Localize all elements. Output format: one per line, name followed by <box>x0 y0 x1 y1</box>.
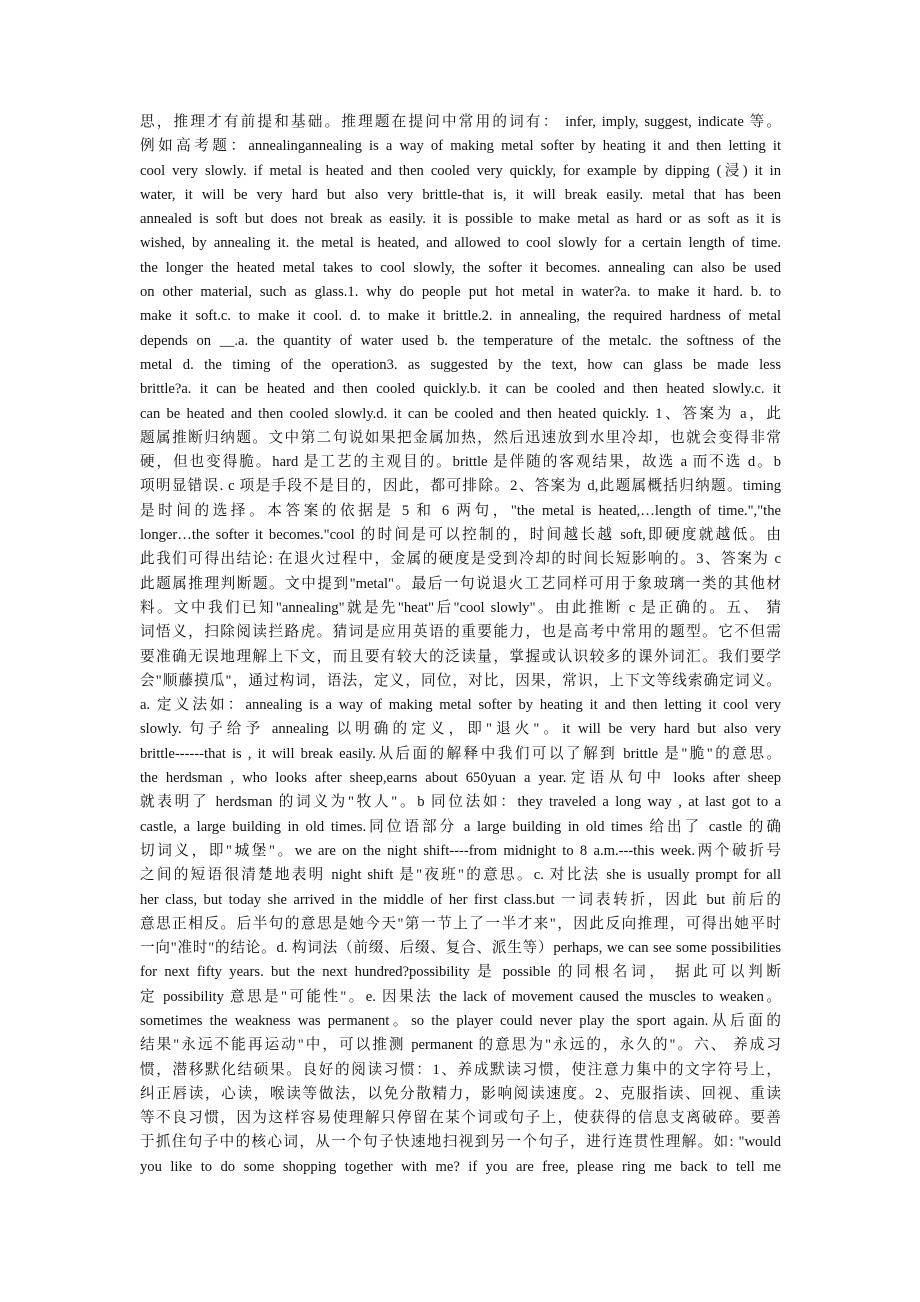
text-line: make it soft.c. to make it cool. d. to make it brittle.2. in annealing, the required hardness of metal <box>140 308 781 325</box>
text-line: 是时间的选择。本答案的依据是 5 和 6 两句，"the metal is heated,…length of time.","the <box>140 502 781 519</box>
text-line: 词悟义，扫除阅读拦路虎。猜词是应用英语的重要能力，也是高考中常用的题型。它不但需 <box>140 624 781 641</box>
text-line: 硬，但也变得脆。hard 是工艺的主观目的。brittle 是伴随的客观结果，故选 a 而不选 d。b <box>140 454 781 471</box>
text-line: 料。文中我们已知"annealing"就是先"heat"后"cool slowly"。由此推断 c 是正确的。五、 猜 <box>140 599 781 616</box>
text-line: castle, a large building in old times.同位语部分 a large building in old times 给出了 castle 的确 <box>140 818 781 835</box>
text-line: 等不良习惯，因为这样容易使理解只停留在某个词或句子上，使获得的信息支离破碎。要善 <box>140 1110 781 1127</box>
text-line: the herdsman , who looks after sheep,earns about 650yuan a year.定语从句中 looks after sheep <box>140 770 781 787</box>
text-line: 结果"永远不能再运动"中，可以推测 permanent 的意思为"永远的，永久的"。六、 养成习 <box>140 1037 781 1054</box>
text-line: brittle------that is , it will break easily.从后面的解释中我们可以了解到 brittle 是"脆"的意思。 <box>140 745 781 762</box>
text-line: 会"顺藤摸瓜"，通过构词，语法，定义，同位，对比，因果，常识，上下文等线索确定词义。 <box>140 672 781 689</box>
text-line: 惯，潜移默化结硕果。良好的阅读习惯：1、养成默读习惯，使注意力集中的文字符号上， <box>140 1061 781 1078</box>
text-line: wished, by annealing it. the metal is heated, and allowed to cool slowly for a certain length of time. <box>140 235 781 252</box>
text-line: the longer the heated metal takes to cool slowly, the softer it becomes. annealing can also be used <box>140 259 781 276</box>
text-line: 定 possibility 意思是"可能性"。e. 因果法 the lack of movement caused the muscles to weaken。 <box>140 988 781 1005</box>
text-line: 之间的短语很清楚地表明 night shift 是"夜班"的意思。c. 对比法 she is usually prompt for all <box>140 867 781 884</box>
text-line: 项明显错误. c 项是手段不是目的，因此，都可排除。2、答案为 d,此题属概括归纳题。timing <box>140 478 781 495</box>
text-line: 纠正唇读，心读，喉读等做法，以免分散精力，影响阅读速度。2、克服指读、回视、重读 <box>140 1085 781 1102</box>
text-line: 于抓住句子中的核心词，从一个句子快速地扫视到另一个句子，进行连贯性理解。如: "would <box>140 1134 781 1151</box>
text-line: 例如高考题：annealingannealing is a way of making metal softer by heating it and then letting it <box>140 138 781 155</box>
text-line: brittle?a. it can be heated and then cooled quickly.b. it can be cooled and then heated slowly.c. it <box>140 381 781 398</box>
text-line: 此题属推理判断题。文中提到"metal"。最后一句说退火工艺同样可用于象玻璃一类的其他材 <box>140 575 781 592</box>
text-line: cool very slowly. if metal is heated and then cooled very quickly, for example by dipping (浸) it in <box>140 162 781 179</box>
text-line: depends on __.a. the quantity of water used b. the temperature of the metalc. the softness of the <box>140 332 781 349</box>
text-line: 就表明了 herdsman 的词义为"牧人"。b 同位法如：they traveled a long way , at last got to a <box>140 794 781 811</box>
text-line: 题属推断归纳题。文中第二句说如果把金属加热，然后迅速放到水里冷却，也就会变得非常 <box>140 429 781 446</box>
text-line: sometimes the weakness was permanent。so the player could never play the sport again.从后面的 <box>140 1012 781 1029</box>
text-line: 思，推理才有前提和基础。推理题在提问中常用的词有： infer, imply, suggest, indicate 等。 <box>140 114 781 130</box>
text-line: 要准确无误地理解上下文，而且要有较大的泛读量，掌握或认识较多的课外词汇。我们要学 <box>140 648 781 665</box>
text-line: slowly. 句子给予 annealing 以明确的定义，即"退火"。it will be very hard but also very <box>140 721 781 738</box>
text-line: you like to do some shopping together with me? if you are free, please ring me back to tell me <box>140 1158 781 1175</box>
text-line: annealed is soft but does not break as easily. it is possible to make metal as hard or as soft as it is <box>140 211 781 228</box>
text-line: 一向"准时"的结论。d. 构词法（前缀、后缀、复合、派生等）perhaps, we can see some possibilities <box>140 940 781 957</box>
text-line: longer…the softer it becomes."cool 的时间是可以控制的，时间越长越 soft,即硬度就越低。由 <box>140 527 781 544</box>
document-body-text <box>140 110 781 1179</box>
text-line: 此我们可得出结论: 在退火过程中，金属的硬度是受到冷却的时间长短影响的。3、答案为 c <box>140 551 781 568</box>
text-line: on other material, such as glass.1. why do people put hot metal in water?a. to make it hard. b. to <box>140 284 781 301</box>
text-line: metal d. the timing of the operation3. as suggested by the text, how can glass be made less <box>140 356 781 373</box>
text-line: can be heated and then cooled slowly.d. it can be cooled and then heated quickly. 1、答案为 a，此 <box>140 405 781 422</box>
text-line: 切词义，即"城堡"。we are on the night shift----from midnight to 8 a.m.---this week.两个破折号 <box>140 842 781 859</box>
text-line: a. 定义法如：annealing is a way of making metal softer by heating it and then letting it cool very <box>140 697 781 714</box>
text-line: for next fifty years. but the next hundred?possibility 是 possible 的同根名词， 据此可以判断 <box>140 964 781 981</box>
text-line: her class, but today she arrived in the middle of her first class.but 一词表转折，因此 but 前后的 <box>140 891 781 908</box>
text-line: water, it will be very hard but also very brittle-that is, it will break easily. metal that has been <box>140 186 781 203</box>
text-line: 意思正相反。后半句的意思是她今天"第一节上了一半才来"，因此反向推理，可得出她平时 <box>140 915 781 932</box>
